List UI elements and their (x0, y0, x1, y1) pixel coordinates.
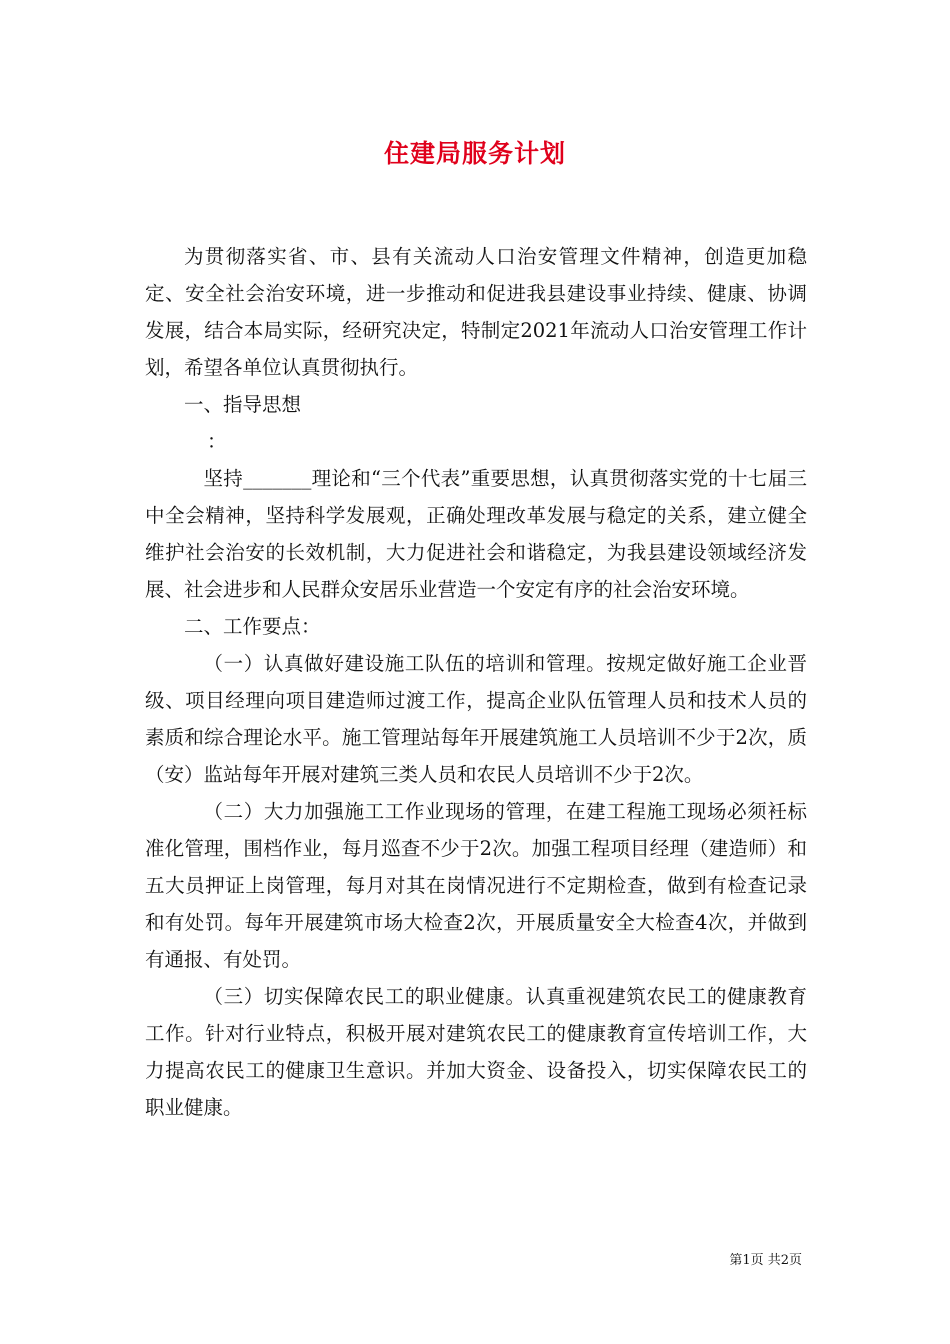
section-heading-guiding-thought: 一、指导思想 (184, 393, 302, 416)
work-point-3-paragraph: （三）切实保障农民工的职业健康。认真重视建筑农民工的健康教育工作。针对行业特点，积极开展对建筑农民工的健康教育宣传培训工作，大力提高农民工的健康卫生意识。并加大资金、设备投入，切实保障农民工的职业健康。 (145, 985, 807, 1119)
page-number-footer: 第1页 共2页 (729, 1253, 802, 1268)
work-point-2-paragraph: （二）大力加强施工工作业现场的管理，在建工程施工现场必须衽标准化管理，围档作业，每月巡查不少于2次。加强工程项目经理（建造师）和五大员押证上岗管理，每月对其在岗情况进行不定期检查，做到有检查记录和有处罚。每年开展建筑市场大检查2次，开展质量安全大检查4次，并做到有通报、有处罚。 (145, 800, 807, 971)
document-body (145, 238, 807, 1126)
document-title: 住建局服务计划 (383, 139, 566, 168)
intro-paragraph: 为贯彻落实省、市、县有关流动人口治安管理文件精神，创造更加稳定、安全社会治安环境，进一步推动和促进我县建设事业持续、健康、协调发展，结合本局实际，经研究决定，特制定2021年流动人口治安管理工作计划，希望各单位认真贯彻执行。 (145, 245, 807, 379)
guiding-thought-paragraph: 坚持_______理论和“三个代表”重要思想，认真贯彻落实党的十七届三中全会精神，坚持科学发展观，正确处理改革发展与稳定的关系，建立健全维护社会治安的长效机制，大力促进社会和谐稳定，为我县建设领域经济发展、社会进步和人民群众安居乐业营造一个安定有序的社会治安环境。 (145, 467, 807, 601)
section-heading-work-points: 二、工作要点： (184, 615, 321, 638)
section-heading-colon: ： (207, 430, 227, 453)
work-point-1-paragraph: （一）认真做好建设施工队伍的培训和管理。按规定做好施工企业晋级、项目经理向项目建造师过渡工作，提高企业队伍管理人员和技术人员的素质和综合理论水平。施工管理站每年开展建筑施工人员培训不少于2次，质（安）监站每年开展对建筑三类人员和农民人员培训不少于2次。 (145, 652, 807, 786)
